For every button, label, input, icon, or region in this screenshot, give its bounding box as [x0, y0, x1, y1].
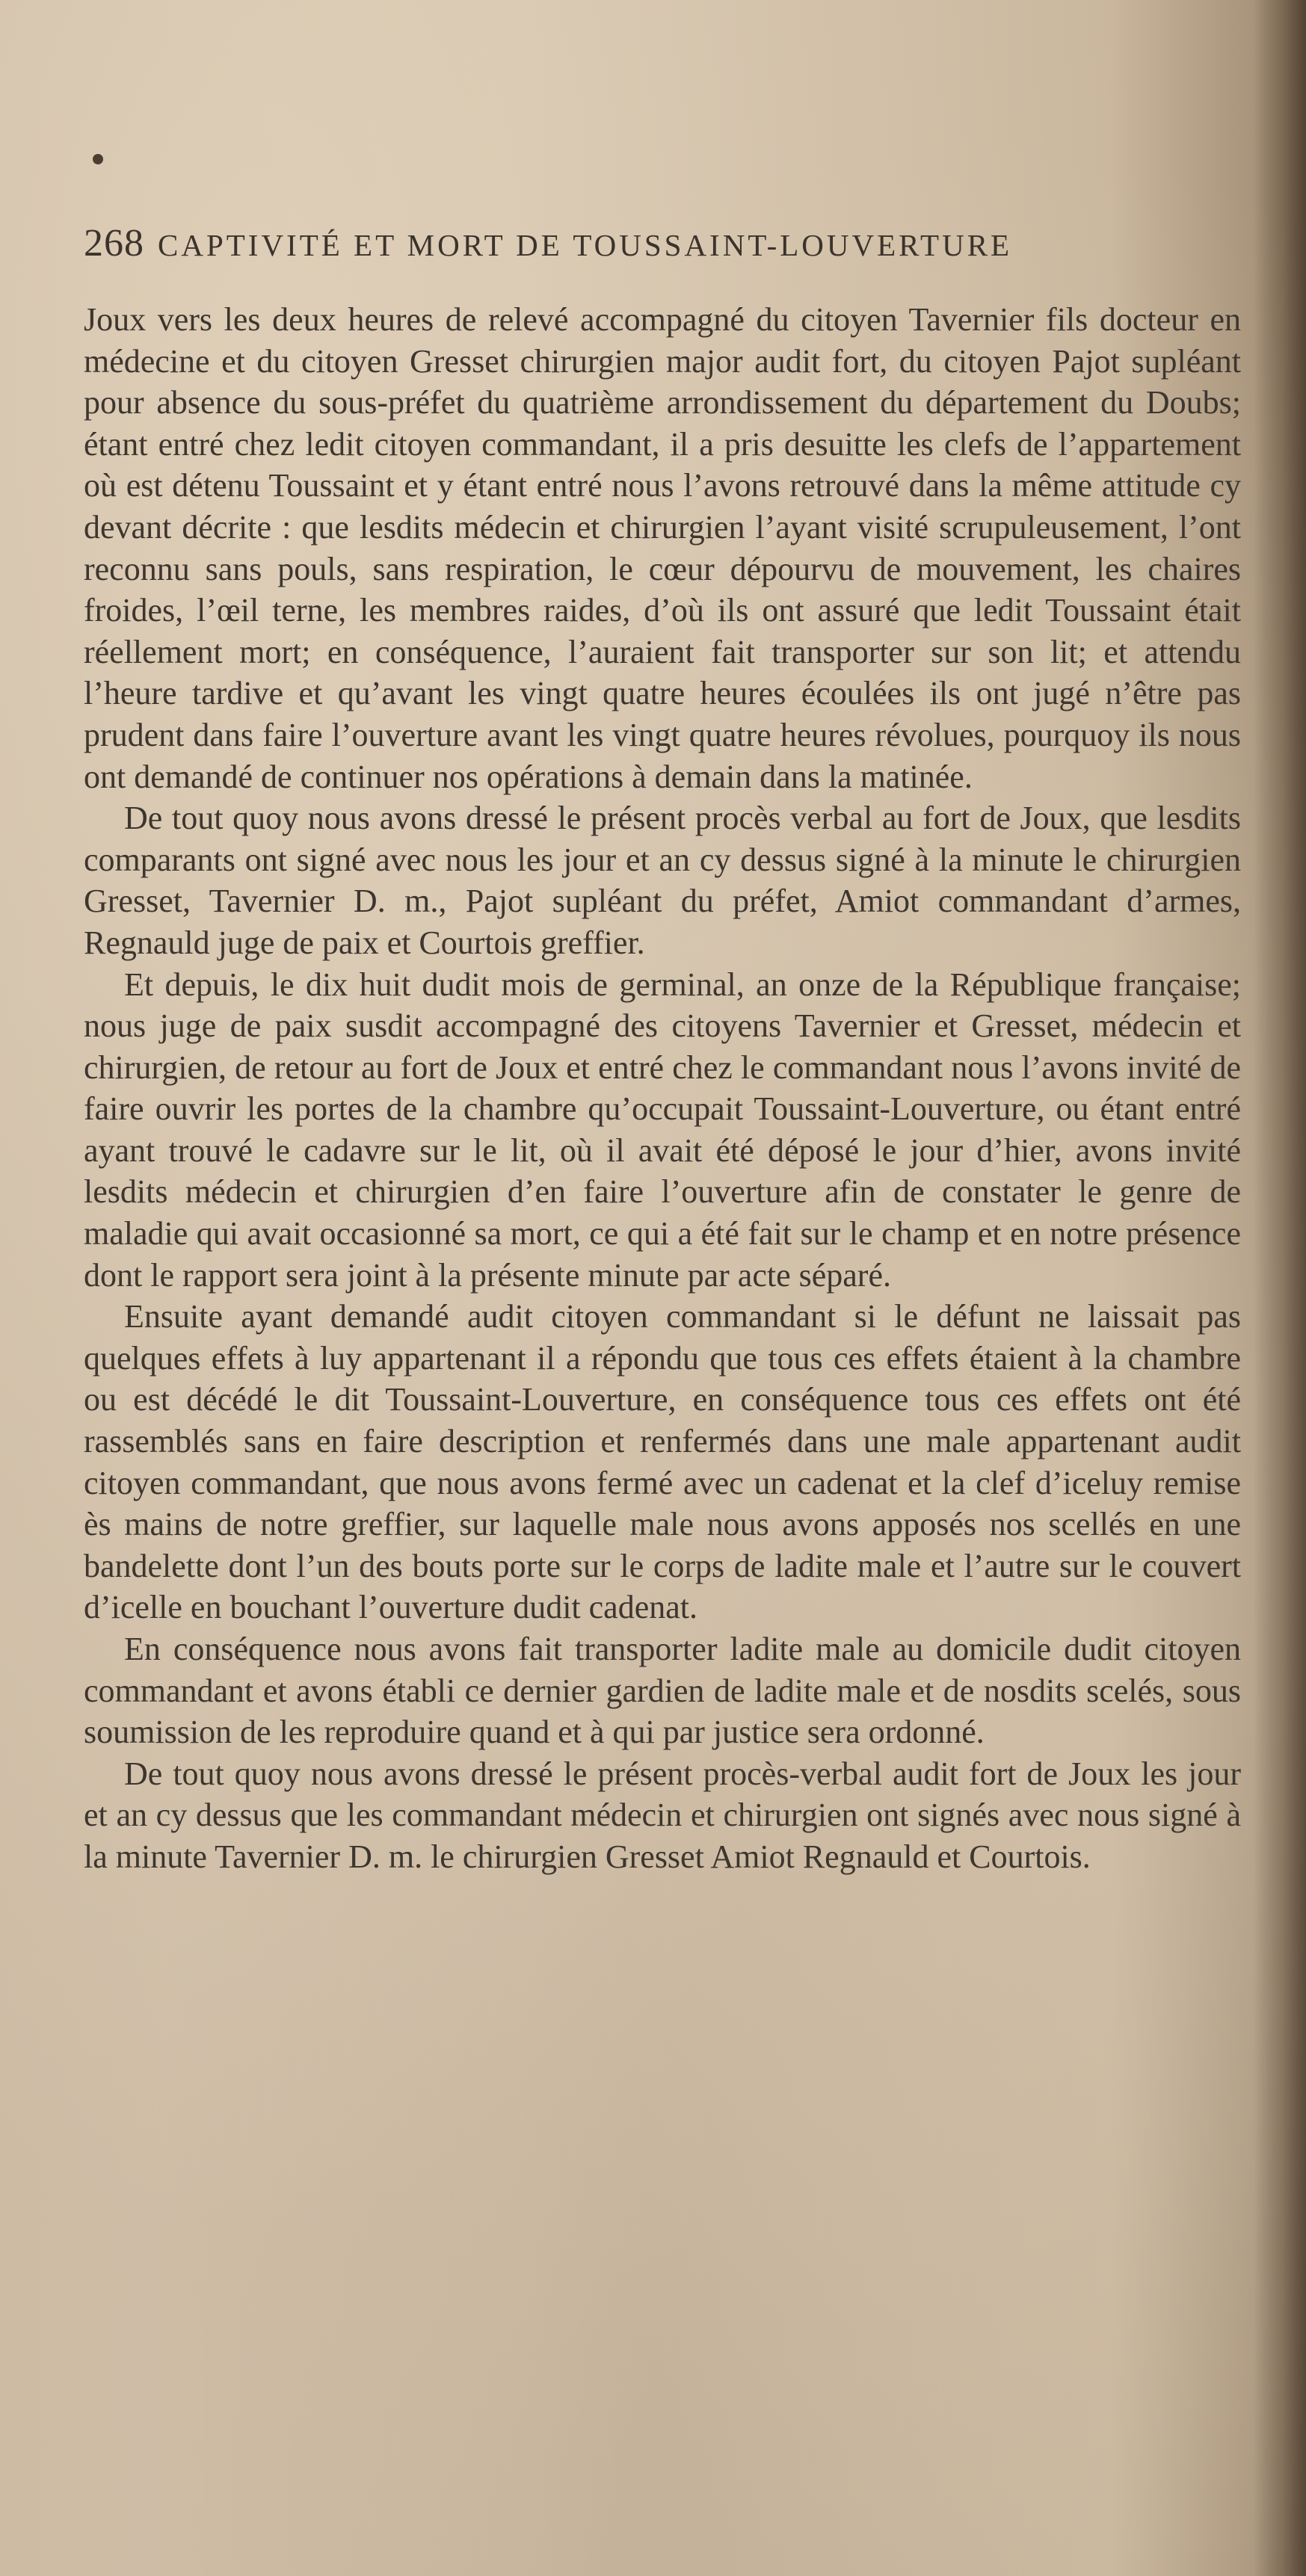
- paragraph-4: Ensuite ayant demandé audit citoyen commandant si le défunt ne laissait pas quelques effets à luy appartenant il a répondu que tous ces effets étaient à la chambre ou est décédé le dit Toussaint-Louverture, en conséquence tous ces effets ont été rassemblés sans en faire description et renfermés dans une male appartenant audit citoyen commandant, que nous avons fermé avec un cadenat et la clef d’iceluy remise ès mains de notre greffier, sur laquelle male nous avons apposés nos scellés en une bandelette dont l’un des bouts porte sur le corps de ladite male et l’autre sur le couvert d’icelle en bouchant l’ouverture dudit cadenat.: [84, 1298, 1241, 1626]
- body-text: [84, 299, 1241, 1878]
- paragraph-5: En conséquence nous avons fait transporter ladite male au domicile dudit citoyen commandant et avons établi ce dernier gardien de ladite male et de nosdits scelés, sous soumission de les reproduire quand et à qui par justice sera ordonné.: [84, 1631, 1241, 1751]
- paragraph-1: Joux vers les deux heures de relevé accompagné du citoyen Tavernier fils docteur en médecine et du citoyen Gresset chirurgien major audit fort, du citoyen Pajot supléant pour absence du sous-préfet du quatrième arrondissement du département du Doubs; étant entré chez ledit citoyen commandant, il a pris desuitte les clefs de l’appartement où est détenu Toussaint et y étant entré nous l’avons retrouvé dans la même attitude cy devant décrite : que lesdits médecin et chirurgien l’ayant visité scrupuleusement, l’ont reconnu sans pouls, sans respiration, le cœur dépourvu de mouvement, les chaires froides, l’œil terne, les membres raides, d’où ils ont assuré que ledit Toussaint était réellement mort; en conséquence, l’auraient fait transporter sur son lit; et attendu l’heure tardive et qu’avant les vingt quatre heures écoulées ils ont jugé n’être pas prudent dans faire l’ouverture avant les vingt quatre heures révolues, pourquoy ils nous ont demandé de continuer nos opérations à demain dans la matinée.: [84, 301, 1241, 795]
- paragraph-6: De tout quoy nous avons dressé le présent procès-verbal audit fort de Joux les jour et an cy dessus que les commandant médecin et chirurgien ont signés avec nous signé à la minute Tavernier D. m. le chirurgien Gresset Amiot Regnauld et Courtois.: [84, 1755, 1241, 1875]
- page-header: [84, 221, 1250, 269]
- paragraph-3: Et depuis, le dix huit dudit mois de germinal, an onze de la République française; nous juge de paix susdit accompagné des citoyens Tavernier et Gresset, médecin et chirurgien, de retour au fort de Joux et entré chez le commandant nous l’avons invité de faire ouvrir les portes de la chambre qu’occupait Toussaint-Louverture, ou étant entré ayant trouvé le cadavre sur le lit, où il avait été déposé le jour d’hier, avons invité lesdits médecin et chirurgien d’en faire l’ouverture afin de constater le genre de maladie qui avait occasionné sa mort, ce qui a été fait sur le champ et en notre présence dont le rapport sera joint à la présente minute par acte séparé.: [84, 966, 1241, 1294]
- page-number: 268: [84, 222, 144, 265]
- running-title: CAPTIVITÉ ET MORT DE TOUSSAINT-LOUVERTURE: [158, 228, 1013, 262]
- paragraph-2: De tout quoy nous avons dressé le présent procès verbal au fort de Joux, que lesdits comparants ont signé avec nous les jour et an cy dessus signé à la minute le chirurgien Gresset, Tavernier D. m., Pajot supléant du préfet, Amiot commandant d’armes, Regnauld juge de paix et Courtois greffier.: [84, 800, 1241, 961]
- page-edge-shadow: [1254, 0, 1306, 2576]
- ink-speck: [93, 154, 103, 164]
